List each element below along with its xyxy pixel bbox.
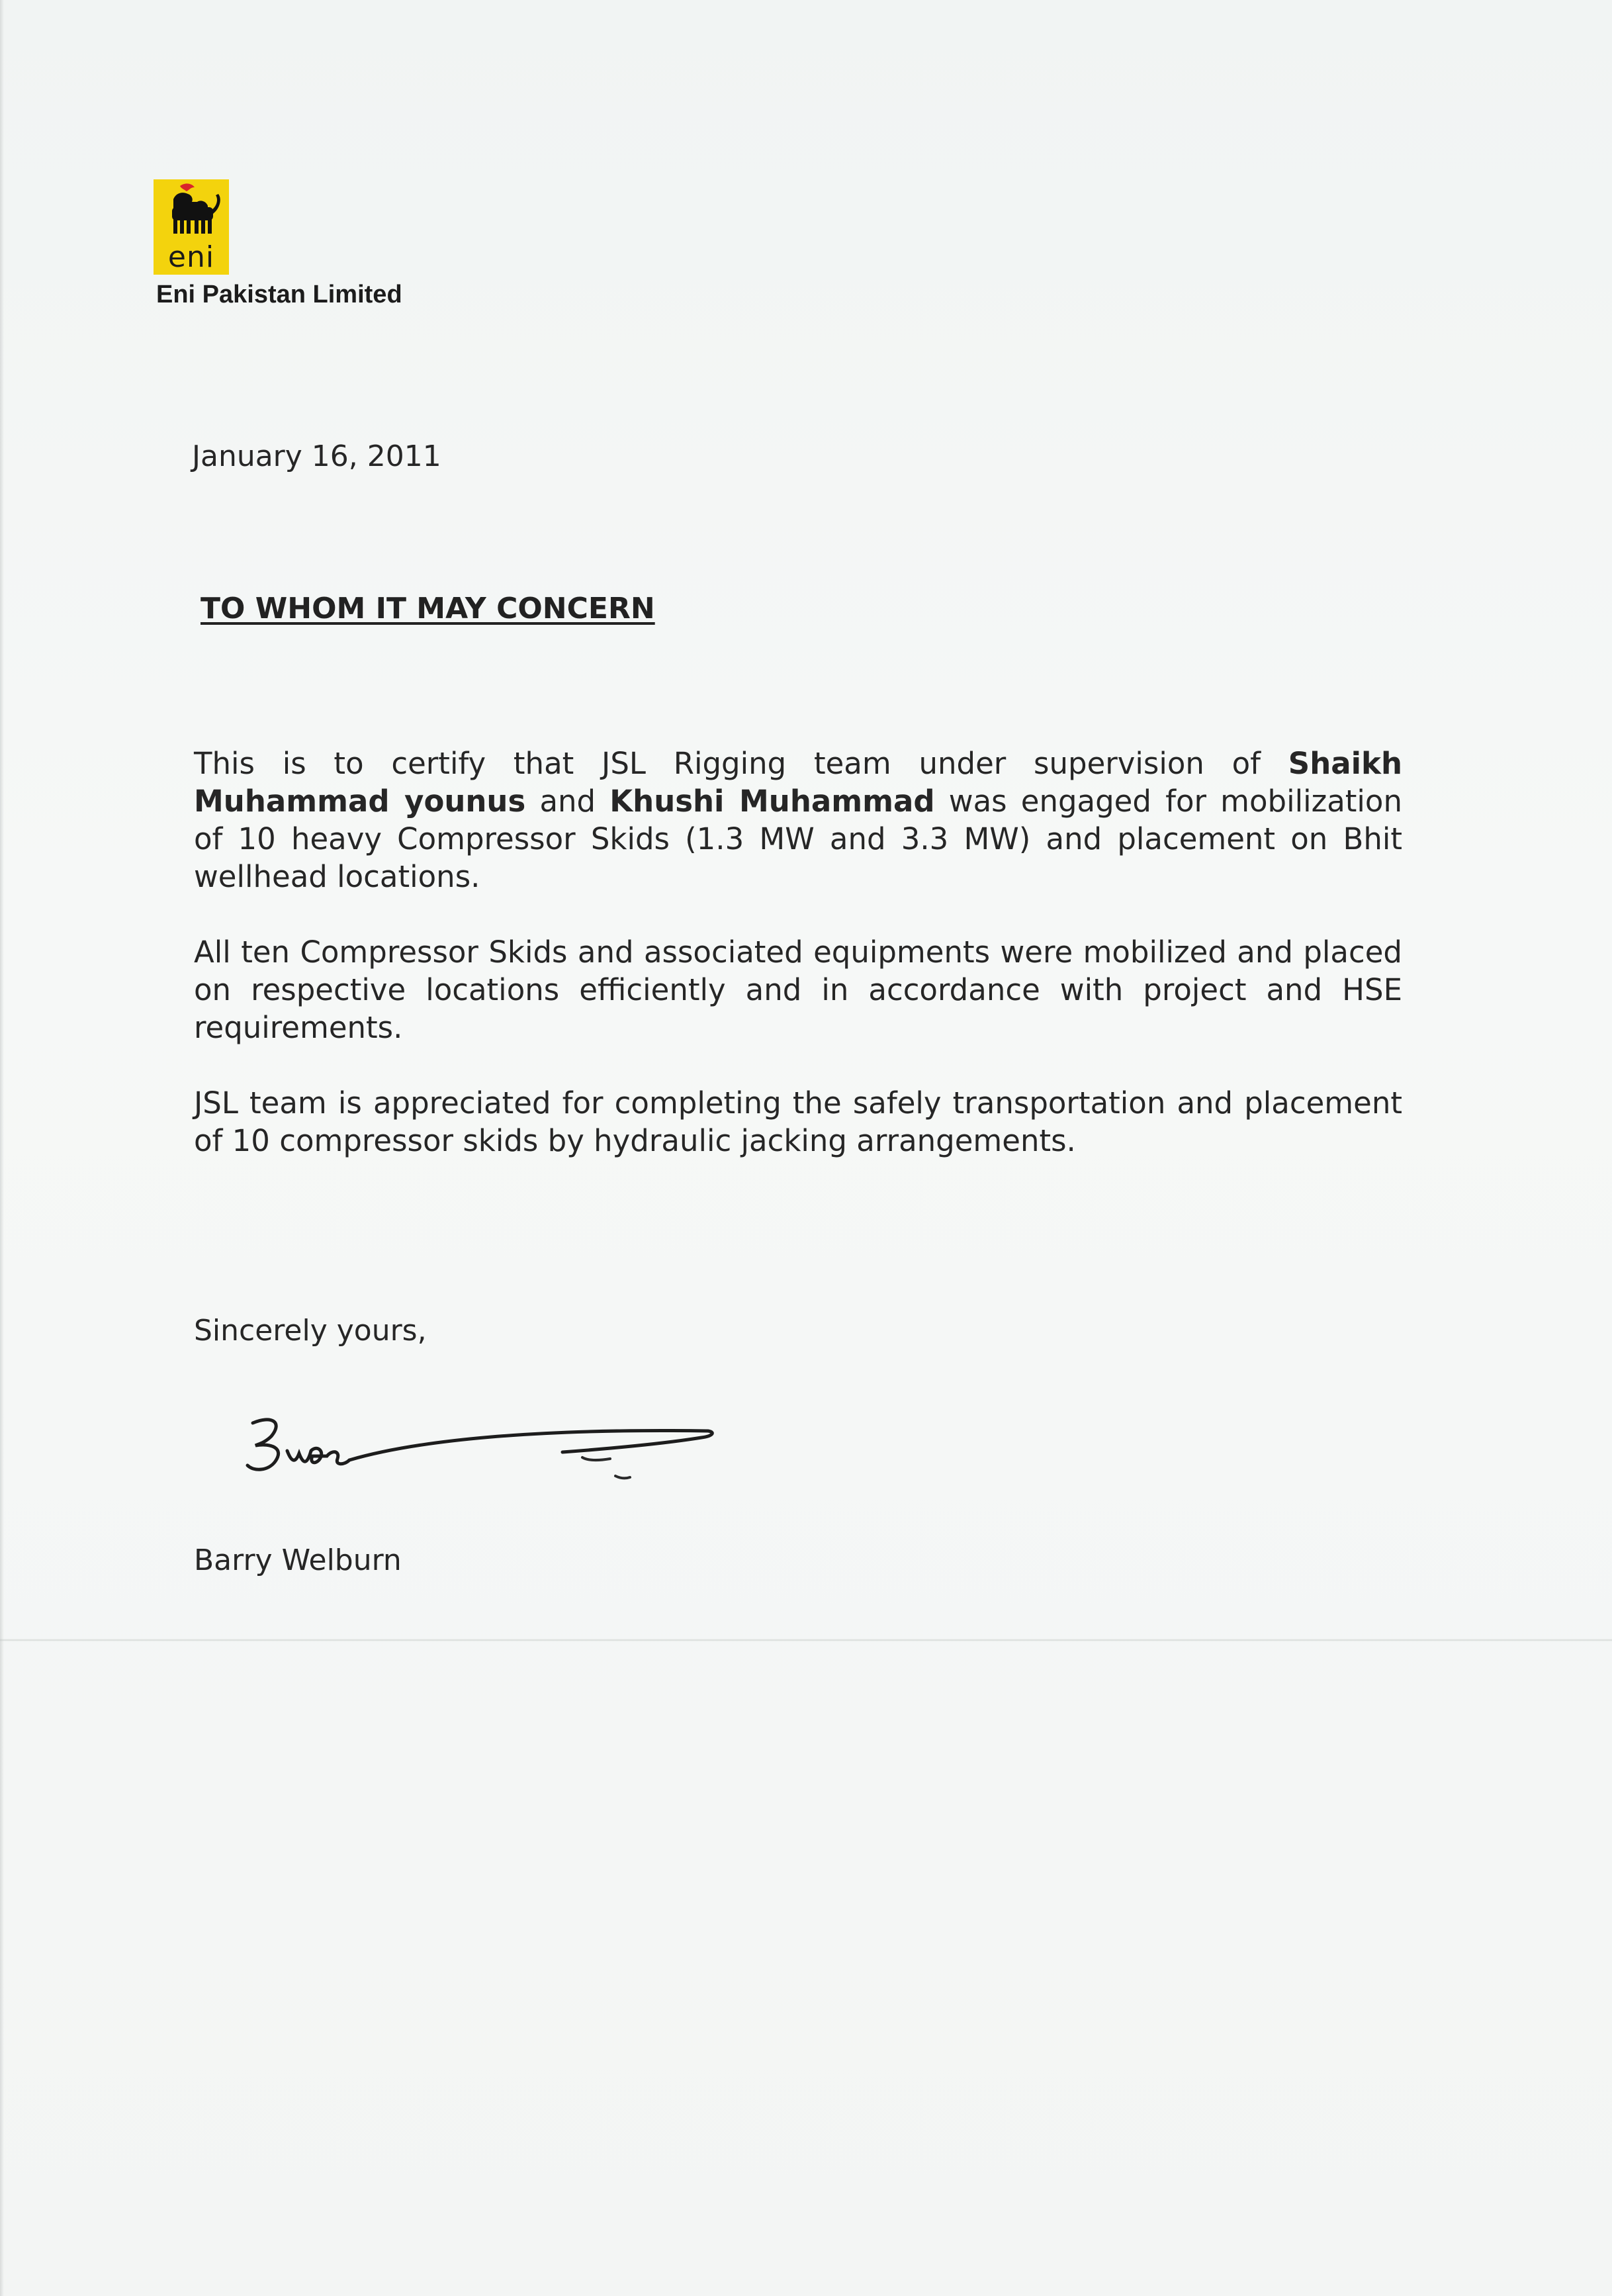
p1-rest: was engaged for mobilization of 10 heavy Compressor Skids (1.3 MW and 3.3 MW) and placement on Bhit wellhead locations. [194, 784, 1402, 894]
letter-date: January 16, 2011 [192, 439, 441, 473]
supervisor-name-2: Khushi Muhammad [609, 784, 935, 819]
letter-heading: TO WHOM IT MAY CONCERN [201, 592, 655, 625]
signer-name: Barry Welburn [194, 1543, 402, 1577]
p1-intro: This is to certify that JSL Rigging team under supervision of [194, 746, 1288, 781]
body-paragraph-1 [194, 745, 1402, 895]
logo-wordmark: eni [167, 240, 215, 274]
body-paragraph-2: All ten Compressor Skids and associated equipments were mobilized and placed on respective locations efficiently and in accordance with project and HSE requirements. [194, 935, 1402, 1045]
paper-fold [0, 1639, 1612, 1641]
body-paragraph-3: JSL team is appreciated for completing the safely transportation and placement of 10 compressor skids by hydraulic jacking arrangements. [194, 1085, 1402, 1158]
p1-and: and [525, 784, 610, 819]
supervisor-name-1: Shaikh Muhammad younus [194, 746, 1402, 819]
closing-line: Sincerely yours, [194, 1314, 427, 1348]
company-name: Eni Pakistan Limited [156, 281, 402, 308]
eni-logo [154, 179, 229, 275]
paper-edge [0, 0, 4, 2296]
handwritten-signature [245, 1410, 721, 1509]
